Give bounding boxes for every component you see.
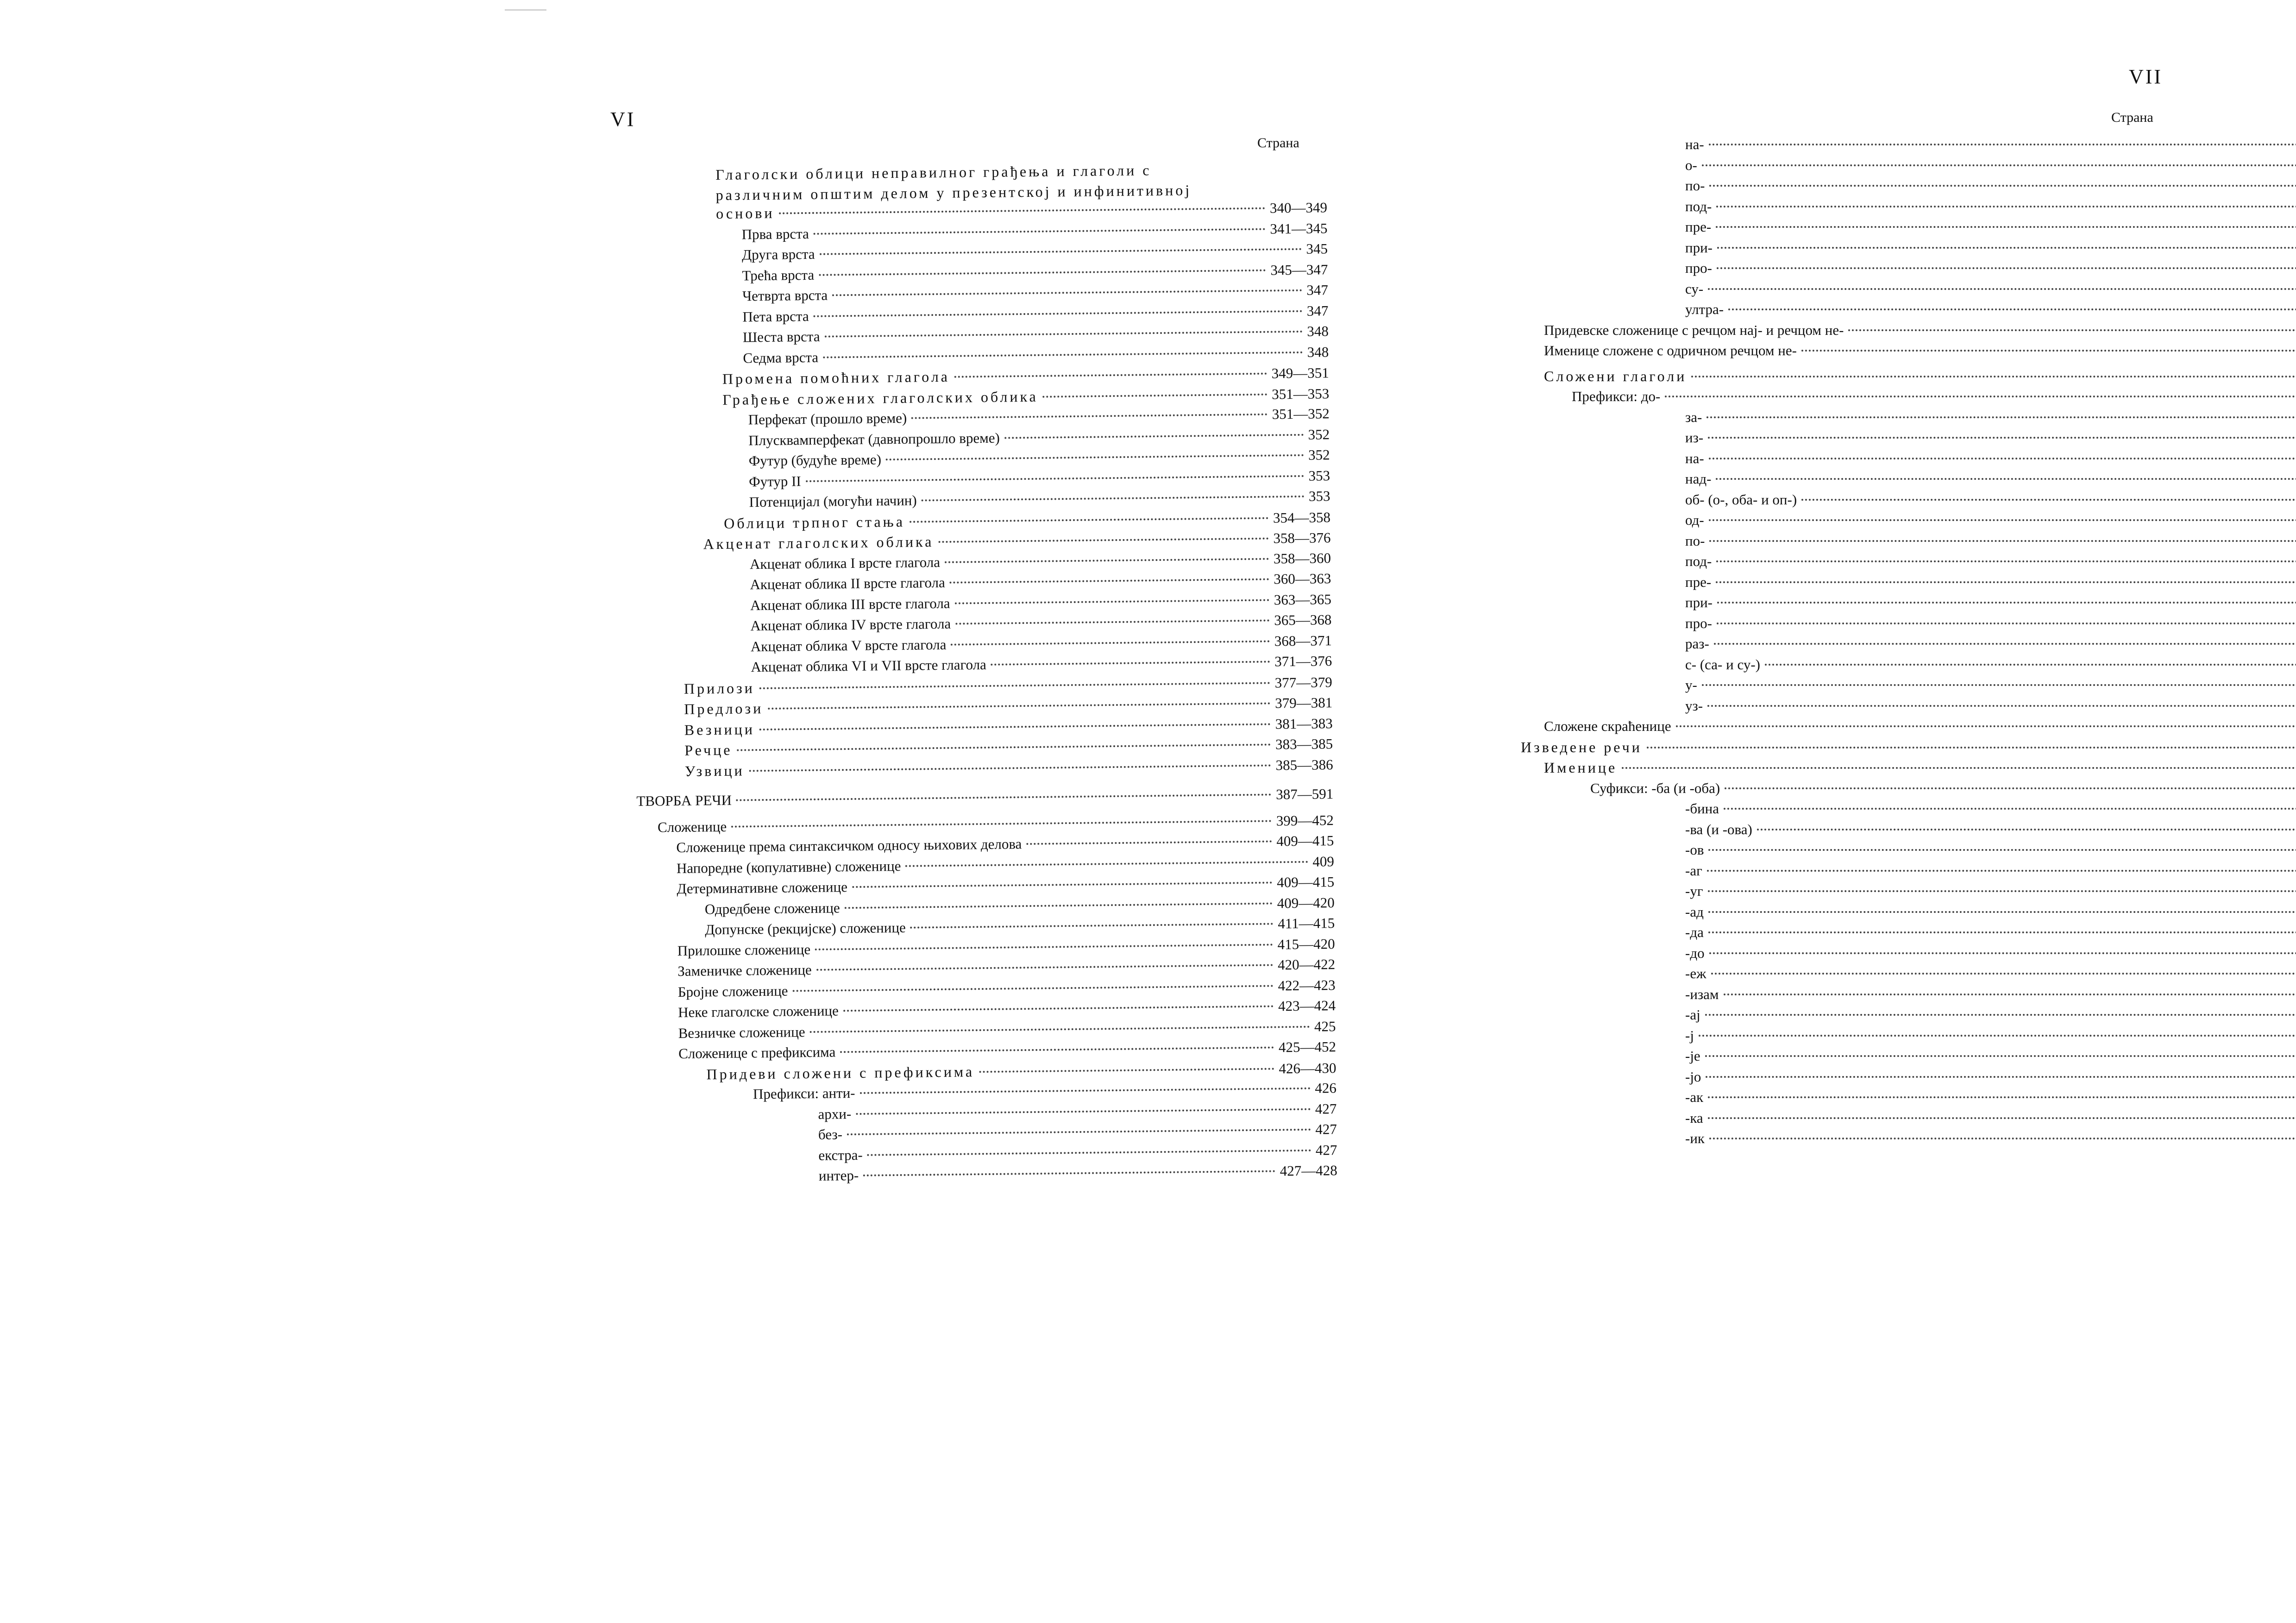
toc-entry bbox=[1685, 471, 2296, 491]
dot-leader bbox=[1708, 911, 2296, 913]
toc-entry-label: Заменичке сложенице bbox=[678, 961, 812, 979]
toc-entry-label: основи bbox=[715, 204, 775, 222]
toc-entry-label: над- bbox=[1685, 471, 1712, 487]
dot-leader bbox=[1728, 308, 2296, 310]
toc-entry-label: про- bbox=[1685, 615, 1712, 631]
toc-entry bbox=[1572, 388, 2296, 409]
toc-entry-label: Акценат облика IV врсте глагола bbox=[750, 615, 951, 634]
toc-entry-label: екстра- bbox=[818, 1146, 863, 1164]
toc-entry-label: Акценат облика V врсте глагола bbox=[750, 636, 947, 654]
toc-entry-label: -ј bbox=[1685, 1027, 1694, 1044]
toc-entry-page: 426—430 bbox=[1279, 1059, 1336, 1076]
toc-entry-label: Трећа врста bbox=[742, 266, 815, 283]
dot-leader bbox=[1709, 185, 2296, 187]
dot-leader bbox=[1724, 808, 2296, 810]
toc-entry bbox=[1685, 1130, 2296, 1151]
toc-entry-page: 341—345 bbox=[1270, 220, 1328, 237]
toc-entry-label: Детерминативне сложенице bbox=[677, 879, 848, 897]
toc-entry-label: под- bbox=[1685, 553, 1712, 569]
toc-entry-page: 363—365 bbox=[1273, 591, 1332, 608]
dot-leader bbox=[1708, 1117, 2296, 1119]
toc-entry-label: од- bbox=[1685, 512, 1704, 528]
toc-entry bbox=[1685, 260, 2296, 280]
toc-entry bbox=[1685, 883, 2296, 903]
toc-entry bbox=[1685, 533, 2296, 553]
toc-entry bbox=[1685, 698, 2296, 718]
toc-entry bbox=[1685, 553, 2296, 573]
toc-entry-label: Шеста врста bbox=[742, 328, 820, 346]
toc-list bbox=[1521, 136, 2296, 1174]
dot-leader bbox=[1765, 664, 2296, 666]
toc-entry-page: 340—349 bbox=[1269, 199, 1328, 216]
toc-entry bbox=[1685, 450, 2296, 471]
dot-leader bbox=[1706, 416, 2296, 418]
toc-entry-page: 420—422 bbox=[1277, 956, 1336, 973]
toc-entry-label: -је bbox=[1685, 1048, 1700, 1064]
toc-entry-label: -ак bbox=[1685, 1089, 1704, 1105]
toc-entry-label: по- bbox=[1685, 177, 1705, 194]
dot-leader bbox=[1709, 952, 2296, 954]
dot-leader bbox=[1708, 931, 2296, 933]
toc-entry-page: 411—415 bbox=[1278, 915, 1335, 932]
dot-leader bbox=[1717, 602, 2296, 604]
toc-entry-page: 383—385 bbox=[1275, 736, 1333, 753]
toc-entry-label: по- bbox=[1685, 532, 1705, 549]
toc-entry bbox=[1685, 1027, 2296, 1048]
toc-entry-label: Узвици bbox=[684, 761, 745, 780]
dot-leader bbox=[1708, 288, 2296, 290]
toc-entry bbox=[1685, 574, 2296, 594]
toc-entry-label: Перфекат (прошло време) bbox=[748, 409, 907, 428]
column-header: Страна bbox=[1257, 135, 1299, 151]
toc-entry bbox=[1685, 512, 2296, 532]
toc-entry bbox=[1685, 615, 2296, 635]
toc-entry-label: об- (о-, оба- и оп-) bbox=[1685, 491, 1797, 508]
toc-entry-label: Речце bbox=[684, 741, 733, 759]
toc-entry-label: Изведене речи bbox=[1521, 738, 1642, 755]
page-number: VII bbox=[2129, 65, 2163, 88]
toc-entry bbox=[1685, 239, 2296, 260]
dot-leader bbox=[1708, 849, 2296, 851]
toc-entry-label: Друга врста bbox=[741, 245, 815, 263]
toc-entry-label: Футур (будуће време) bbox=[748, 451, 882, 469]
toc-entry-page: 349—351 bbox=[1271, 365, 1329, 382]
toc-entry bbox=[1685, 862, 2296, 883]
toc-entry-label: при- bbox=[1685, 594, 1713, 610]
toc-entry-label: Неке глаголске сложенице bbox=[678, 1002, 839, 1020]
toc-entry bbox=[1544, 368, 2296, 388]
dot-leader bbox=[1716, 478, 2296, 480]
toc-entry-label-line: различним општим делом у презентској и инфинитивној bbox=[715, 182, 1192, 203]
toc-entry bbox=[1685, 677, 2296, 697]
dot-leader bbox=[1702, 684, 2296, 686]
toc-entry-label: Именице bbox=[1544, 759, 1618, 776]
toc-entry-page: 409—415 bbox=[1276, 832, 1334, 849]
dot-leader bbox=[1706, 1076, 2296, 1078]
toc-entry-label: интер- bbox=[818, 1167, 859, 1184]
dot-leader bbox=[1709, 458, 2296, 459]
toc-entry bbox=[1685, 924, 2296, 944]
toc-entry-label: су- bbox=[1685, 280, 1704, 297]
toc-entry-page: 351—352 bbox=[1272, 405, 1330, 422]
toc-entry-label: Облици трпног стања bbox=[723, 513, 905, 532]
toc-entry-page: 377—379 bbox=[1274, 673, 1332, 691]
toc-entry-label: Промена помоћних глагола bbox=[722, 368, 950, 387]
toc-entry-label: с- (са- и су-) bbox=[1685, 656, 1760, 673]
dot-leader bbox=[1801, 350, 2296, 352]
toc-entry-label: -до bbox=[1685, 944, 1705, 961]
toc-entry bbox=[1685, 635, 2296, 656]
toc-entry-label: Бројне сложенице bbox=[678, 982, 788, 1000]
toc-entry-page: 422—423 bbox=[1278, 976, 1336, 994]
toc-entry bbox=[1685, 965, 2296, 986]
toc-entry-label: Одредбене сложенице bbox=[704, 899, 840, 917]
dot-leader bbox=[1716, 206, 2296, 208]
toc-entry bbox=[1685, 409, 2296, 429]
toc-entry-label: Сложени глаголи bbox=[1544, 367, 1687, 384]
toc-entry-label: Сложенице према синтаксичком односу њихових делова bbox=[676, 836, 1022, 856]
toc-entry-page: 365—368 bbox=[1274, 611, 1332, 629]
toc-entry bbox=[1685, 429, 2296, 450]
toc-entry-label: Грађење сложених глаголских облика bbox=[722, 388, 1038, 408]
toc-entry-label: пре- bbox=[1685, 573, 1712, 590]
toc-entry bbox=[1544, 322, 2296, 342]
toc-entry-label: Футур II bbox=[748, 472, 801, 490]
toc-entry-page: 353 bbox=[1308, 488, 1330, 504]
toc-entry-label: Плусквамперфекат (давнопрошло време) bbox=[748, 429, 1000, 448]
dot-leader bbox=[1702, 164, 2296, 166]
toc-entry bbox=[1685, 177, 2296, 198]
toc-entry-label: без- bbox=[818, 1126, 843, 1143]
toc-entry-label: Придеви сложени с префиксима bbox=[706, 1063, 975, 1082]
toc-entry-label: -аг bbox=[1685, 862, 1702, 879]
toc-entry bbox=[1685, 594, 2296, 615]
toc-entry-label: -ка bbox=[1685, 1109, 1703, 1126]
toc-entry-label: -еж bbox=[1685, 965, 1706, 981]
dot-leader bbox=[1709, 144, 2296, 145]
right-page bbox=[1148, 0, 2296, 1623]
toc-entry-label: из- bbox=[1685, 429, 1704, 446]
toc-entry-page: 353 bbox=[1308, 467, 1330, 484]
toc-entry-label: Акценат облика VI и VII врсте глагола bbox=[751, 656, 987, 675]
dot-leader bbox=[1757, 829, 2296, 830]
dot-leader bbox=[1647, 747, 2296, 749]
toc-entry-label: -бина bbox=[1685, 800, 1719, 817]
toc-entry bbox=[1685, 219, 2296, 239]
toc-entry-label: Прилози bbox=[684, 679, 755, 697]
toc-entry-page: 345—347 bbox=[1270, 261, 1328, 278]
toc-entry-label: Везничке сложенице bbox=[678, 1023, 805, 1041]
toc-entry-page: 358—376 bbox=[1273, 529, 1331, 547]
toc-entry-label: -ва (и -ова) bbox=[1685, 821, 1752, 837]
dot-leader bbox=[1691, 376, 2296, 377]
dot-leader bbox=[1665, 396, 2296, 397]
toc-entry bbox=[1685, 491, 2296, 512]
toc-entry-page: 352 bbox=[1308, 426, 1330, 443]
toc-entry-page: 347 bbox=[1306, 282, 1329, 298]
toc-entry bbox=[1685, 281, 2296, 301]
toc-entry bbox=[1685, 945, 2296, 965]
dot-leader bbox=[1708, 437, 2296, 439]
toc-entry bbox=[1590, 780, 2296, 800]
dot-leader bbox=[1705, 1014, 2296, 1016]
toc-entry-page: 358—360 bbox=[1273, 549, 1331, 566]
toc-entry-label: ултра- bbox=[1685, 301, 1724, 317]
toc-entry bbox=[1685, 821, 2296, 842]
toc-entry-page: 409—415 bbox=[1277, 874, 1335, 891]
dot-leader bbox=[1716, 560, 2296, 562]
page-number: VI bbox=[610, 108, 636, 131]
toc-entry-label: Акценат облика III врсте глагола bbox=[750, 595, 950, 613]
dot-leader bbox=[1725, 787, 2296, 789]
toc-entry-label: архи- bbox=[818, 1105, 852, 1122]
toc-entry-label: при- bbox=[1685, 239, 1713, 256]
toc-entry-label: Предлози bbox=[684, 699, 764, 717]
toc-entry-page: 427 bbox=[1315, 1141, 1337, 1158]
dot-leader bbox=[1717, 267, 2296, 269]
toc-entry-label: на- bbox=[1685, 450, 1704, 466]
toc-entry-page: 347 bbox=[1306, 302, 1329, 319]
dot-leader bbox=[1724, 994, 2296, 995]
toc-entry-label: под- bbox=[1685, 198, 1712, 214]
toc-entry-label: Потенцијал (могући начин) bbox=[749, 492, 917, 510]
toc-entry-page: 379—381 bbox=[1275, 694, 1333, 711]
toc-entry-page: 348 bbox=[1307, 343, 1329, 360]
toc-entry-label: -уг bbox=[1685, 883, 1703, 899]
toc-entry-label: Везници bbox=[684, 720, 755, 738]
toc-entry-page: 354—358 bbox=[1273, 509, 1331, 526]
toc-entry-page: 427 bbox=[1315, 1100, 1337, 1117]
toc-entry-label: Прилошке сложенице bbox=[677, 941, 811, 959]
toc-entry-label: у- bbox=[1685, 677, 1697, 693]
toc-entry-label: -ов bbox=[1685, 842, 1704, 858]
toc-entry-label: Прва врста bbox=[741, 225, 809, 242]
toc-entry bbox=[1685, 1069, 2296, 1089]
toc-entry-label: -ад bbox=[1685, 903, 1704, 920]
toc-entry-label: -изам bbox=[1685, 986, 1719, 1002]
toc-entry-page: 415—420 bbox=[1277, 935, 1335, 952]
dot-leader bbox=[1709, 519, 2296, 521]
toc-entry-label: раз- bbox=[1685, 635, 1709, 652]
toc-entry-page: 425 bbox=[1314, 1018, 1336, 1035]
toc-entry-label: Сложенице с префиксима bbox=[678, 1044, 836, 1062]
toc-entry-page: 360—363 bbox=[1273, 570, 1331, 587]
toc-entry-page: 351—353 bbox=[1272, 385, 1330, 402]
toc-entry-label: Сложене скраћенице bbox=[1544, 718, 1671, 734]
dot-leader bbox=[1707, 870, 2296, 872]
dot-leader bbox=[1801, 499, 2296, 501]
dot-leader bbox=[1716, 581, 2296, 583]
toc-entry bbox=[1685, 1007, 2296, 1027]
dot-leader bbox=[1709, 1138, 2296, 1139]
toc-entry-page: 345 bbox=[1306, 240, 1328, 257]
toc-entry bbox=[1685, 800, 2296, 821]
toc-entry bbox=[1544, 718, 2296, 738]
toc-entry-label: Седма врста bbox=[743, 349, 819, 366]
dot-leader bbox=[1848, 329, 2296, 331]
toc-entry-label: Пета врста bbox=[742, 308, 809, 325]
toc-entry bbox=[1685, 198, 2296, 219]
toc-entry-page: 427—428 bbox=[1280, 1162, 1337, 1179]
dot-leader bbox=[1622, 767, 2296, 769]
dot-leader bbox=[1714, 643, 2296, 645]
toc-entry bbox=[1685, 656, 2296, 677]
toc-entry bbox=[1544, 342, 2296, 363]
dot-leader bbox=[1676, 725, 2296, 727]
toc-entry-label: ТВОРБА РЕЧИ bbox=[636, 792, 732, 809]
toc-entry-label: -ик bbox=[1685, 1130, 1705, 1146]
toc-entry-label: Акценат облика I врсте глагола bbox=[749, 554, 941, 572]
toc-entry-label: Акценат глаголских облика bbox=[703, 533, 934, 553]
toc-entry bbox=[1685, 842, 2296, 862]
dot-leader bbox=[1699, 1035, 2296, 1037]
toc-entry-label: Допунске (рекцијске) сложенице bbox=[705, 919, 906, 938]
toc-entry bbox=[1685, 904, 2296, 924]
toc-entry-label: Напоредне (копулативне) сложенице bbox=[676, 857, 901, 876]
toc-entry-label: -да bbox=[1685, 924, 1704, 940]
dot-leader bbox=[1705, 1055, 2296, 1057]
dot-leader bbox=[1708, 1096, 2296, 1098]
toc-entry-page: 381—383 bbox=[1275, 715, 1333, 732]
toc-entry-label: на- bbox=[1685, 136, 1704, 152]
toc-entry-label: уз- bbox=[1685, 697, 1703, 714]
toc-entry-label: про- bbox=[1685, 260, 1712, 276]
toc-entry-label: Префикси: до- bbox=[1572, 388, 1661, 404]
toc-entry-label: о- bbox=[1685, 157, 1697, 173]
toc-entry bbox=[1685, 157, 2296, 177]
dot-leader bbox=[1717, 247, 2296, 249]
toc-entry bbox=[1685, 136, 2296, 157]
toc-entry-label: Суфикси: -ба (и -оба) bbox=[1590, 780, 1720, 796]
toc-entry-label: -ај bbox=[1685, 1007, 1700, 1023]
toc-entry-page: 399—452 bbox=[1276, 812, 1334, 829]
toc-entry bbox=[1685, 986, 2296, 1007]
toc-entry-label: Акценат облика II врсте глагола bbox=[750, 574, 945, 593]
toc-entry-page: 426 bbox=[1315, 1080, 1337, 1096]
column-header: Страна bbox=[2111, 110, 2153, 125]
toc-entry bbox=[1685, 1110, 2296, 1130]
toc-entry bbox=[1685, 1048, 2296, 1068]
toc-entry-page: 387—591 bbox=[1276, 786, 1334, 803]
toc-entry bbox=[1544, 759, 2296, 780]
toc-entry-page: 409 bbox=[1312, 853, 1335, 870]
toc-entry-page: 427 bbox=[1315, 1121, 1337, 1138]
toc-entry-label: Четврта врста bbox=[742, 287, 828, 304]
toc-entry-label-line: Глаголски облици неправилног грађења и глаголи с bbox=[715, 162, 1152, 183]
toc-entry-page: 368—371 bbox=[1274, 632, 1332, 649]
dot-leader bbox=[1708, 890, 2296, 892]
toc-entry-label: пре- bbox=[1685, 219, 1712, 235]
toc-entry-label: -јо bbox=[1685, 1068, 1701, 1085]
dot-leader bbox=[1709, 540, 2296, 542]
toc-entry-page: 352 bbox=[1308, 447, 1330, 463]
toc-entry-page: 385—386 bbox=[1275, 756, 1333, 773]
toc-entry bbox=[1521, 739, 2296, 759]
toc-entry-label: Сложенице bbox=[657, 818, 727, 835]
toc-entry-label: Префикси: анти- bbox=[753, 1084, 855, 1102]
toc-entry-label: Именице сложене с одричном речцом не- bbox=[1544, 342, 1797, 359]
dot-leader bbox=[1707, 705, 2296, 707]
dot-leader bbox=[1716, 226, 2296, 228]
toc-entry-page: 409—420 bbox=[1277, 894, 1335, 911]
toc-entry-label: за- bbox=[1685, 409, 1702, 425]
toc-entry-page: 423—424 bbox=[1278, 997, 1336, 1014]
toc-entry-page: 348 bbox=[1307, 323, 1329, 340]
dot-leader bbox=[1711, 973, 2296, 975]
toc-entry-label: Придевске сложенице с речцом нај- и речцом не- bbox=[1544, 321, 1844, 338]
dot-leader bbox=[1717, 623, 2296, 624]
toc-entry-page: 371—376 bbox=[1274, 653, 1332, 670]
toc-entry bbox=[1685, 1089, 2296, 1109]
toc-entry bbox=[1685, 301, 2296, 321]
toc-entry-page: 425—452 bbox=[1278, 1038, 1336, 1056]
